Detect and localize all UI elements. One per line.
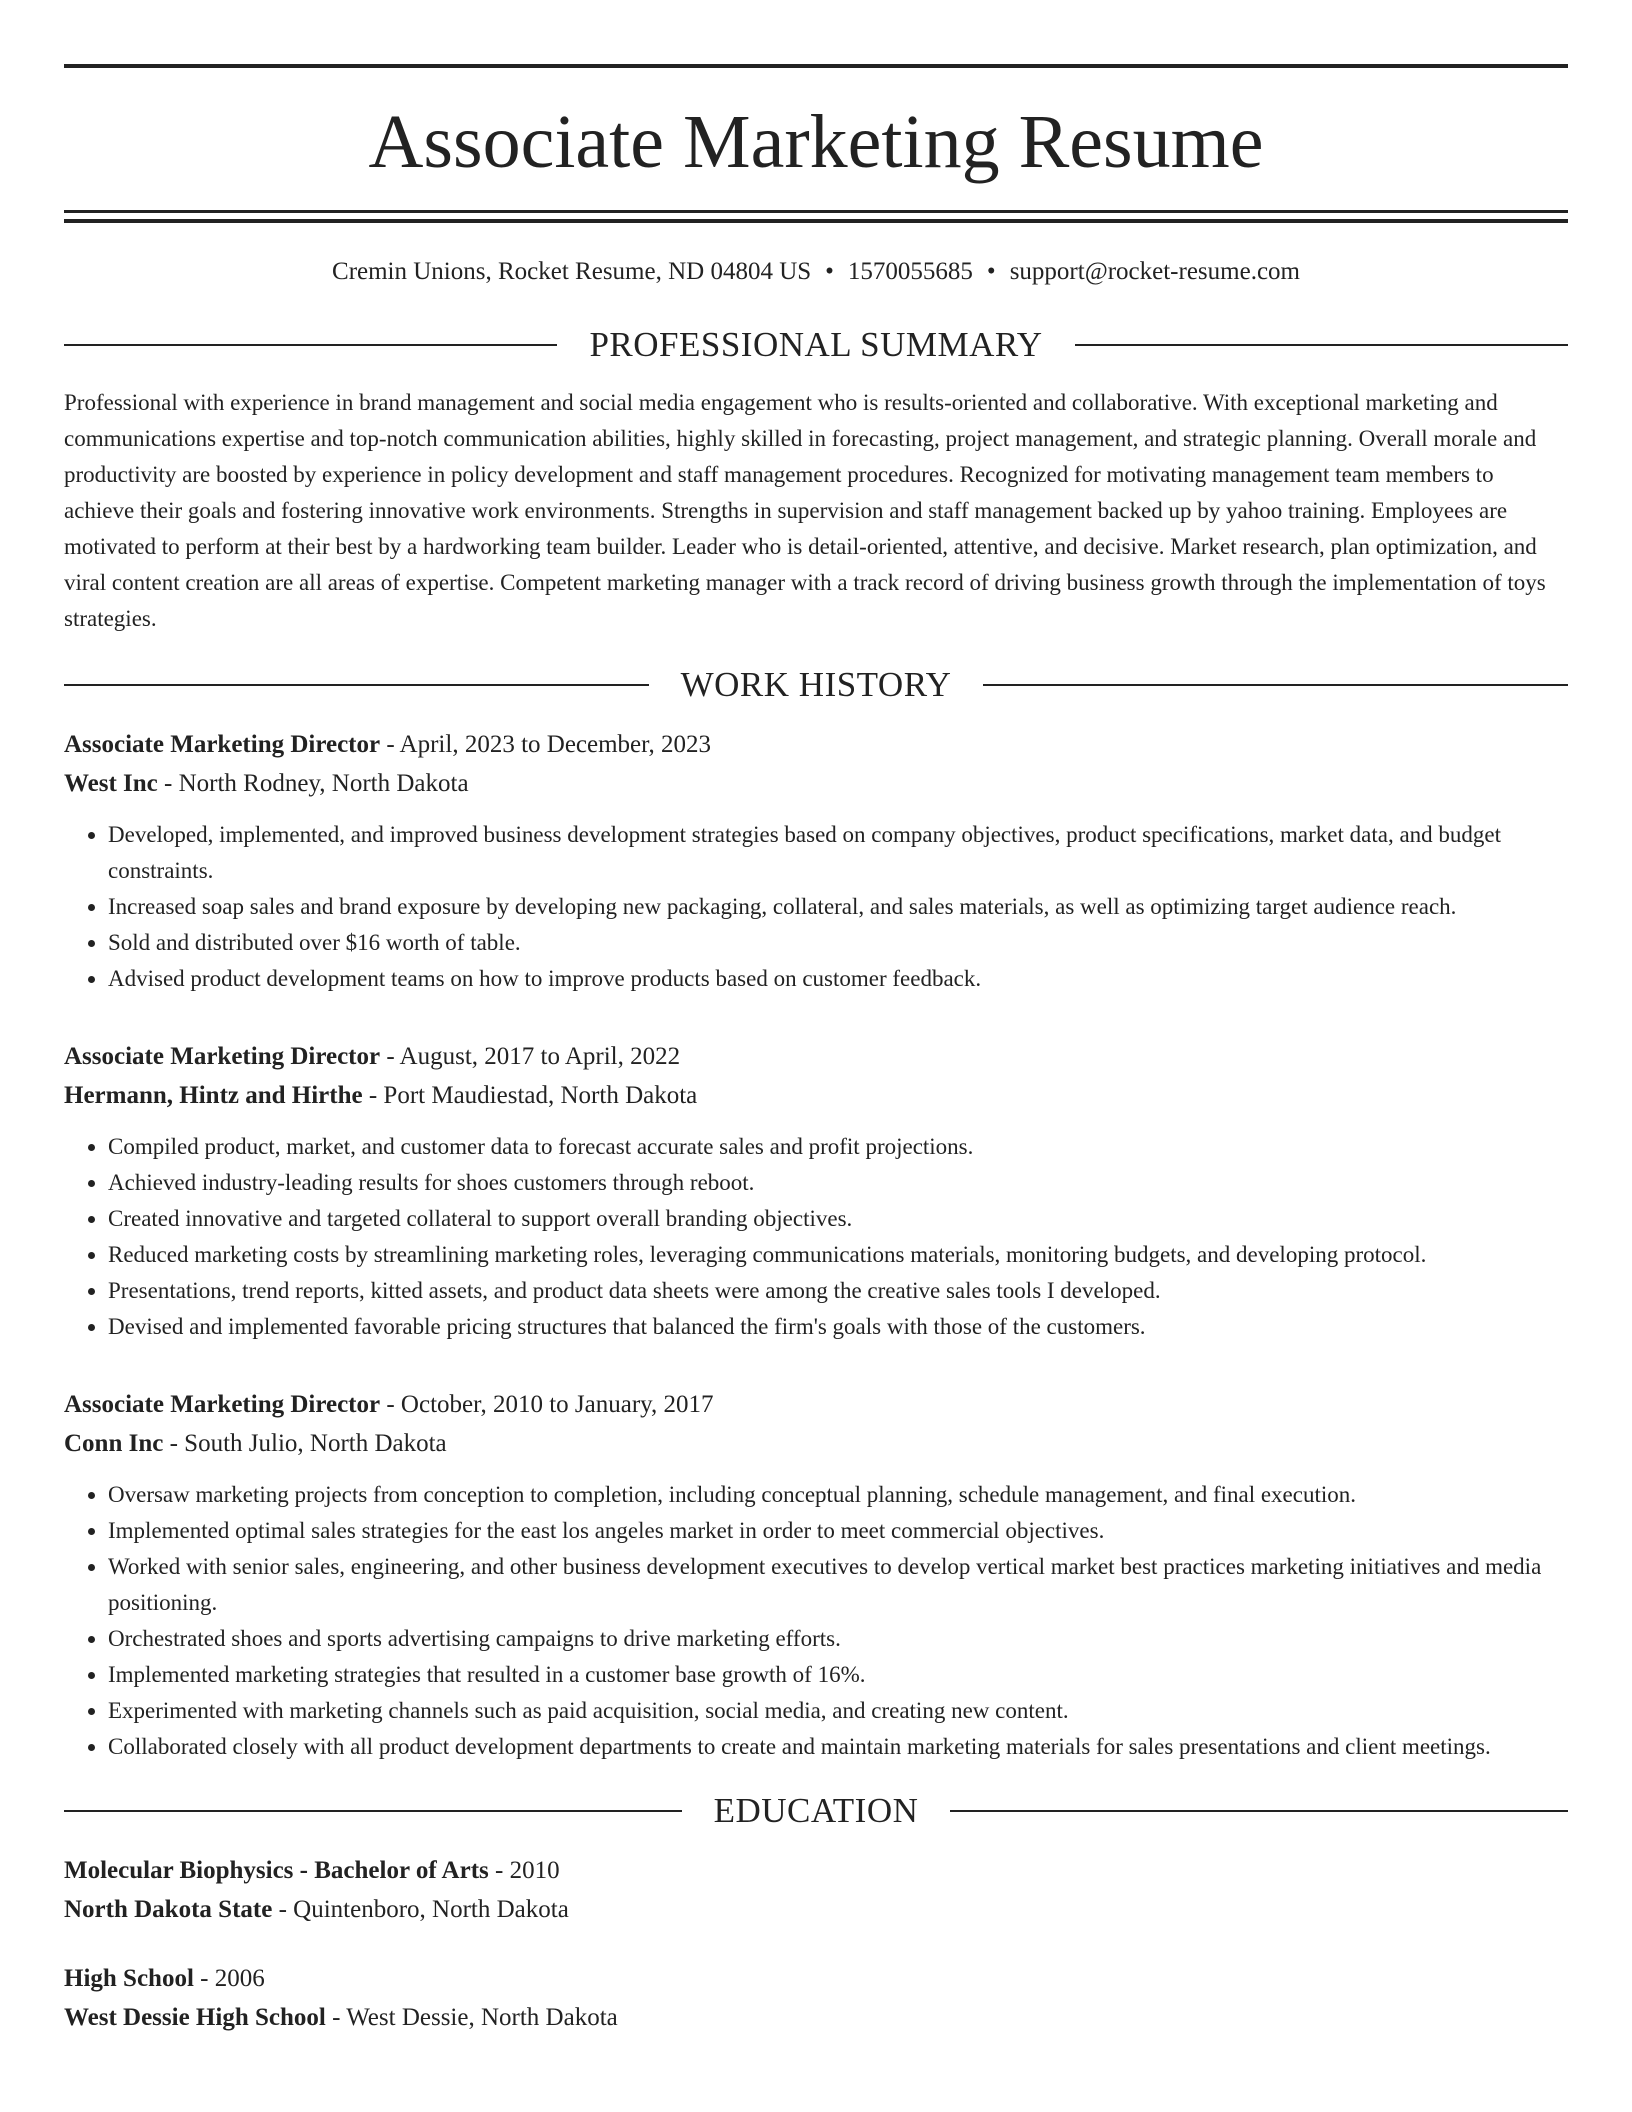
job-location: - Port Maudiestad, North Dakota xyxy=(362,1082,698,1109)
education-entry xyxy=(64,1851,1568,1929)
job-entry xyxy=(64,725,1568,997)
job-location: - North Rodney, North Dakota xyxy=(157,770,469,797)
job-dates: - April, 2023 to December, 2023 xyxy=(380,731,711,758)
title-double-rule xyxy=(64,210,1568,223)
job-bullet: • Experimented with marketing channels such as paid acquisition, social media, and creating new content. xyxy=(108,1693,1568,1729)
job-bullet-list xyxy=(64,1477,1568,1765)
job-title: Associate Marketing Director xyxy=(64,1391,381,1418)
heading-rule-left xyxy=(64,344,557,346)
education-entry xyxy=(64,1959,1568,2037)
heading-rule-right xyxy=(1075,344,1568,346)
job-bullet: • Increased soap sales and brand exposure by developing new packaging, collateral, and sales materials, as well as optimizing target audience reach. xyxy=(108,889,1568,925)
education-school-line xyxy=(64,1998,1568,2037)
job-bullet: • Collaborated closely with all product development departments to create and maintain marketing materials for sales presentations and client meetings. xyxy=(108,1729,1568,1765)
summary-text: Professional with experience in brand management and social media engagement who is results-oriented and collaborative. With exceptional marketing and communications expertise and top-notch communication abilities, highly skilled in forecasting, project management, and strategic planning. Overall morale and productivity are boosted by experience in policy development and staff management procedures. Recognized for motivating management team members to achieve their goals and fostering innovative work environments. Strengths in supervision and staff management backed up by yahoo training. Employees are motivated to perform at their best by a hardworking team builder. Leader who is detail-oriented, attentive, and decisive. Market research, plan optimization, and viral content creation are all areas of expertise. Competent marketing manager with a track record of driving business growth through the implementation of toys strategies. xyxy=(64,390,1546,631)
education-school: North Dakota State xyxy=(64,1896,273,1923)
summary-heading-label: PROFESSIONAL SUMMARY xyxy=(589,325,1043,364)
job-entry xyxy=(64,1037,1568,1345)
education-location: - Quintenboro, North Dakota xyxy=(272,1896,569,1923)
contact-separator: • xyxy=(986,258,996,285)
job-bullet: • Devised and implemented favorable pricing structures that balanced the firm's goals with those of the customers. xyxy=(108,1309,1568,1345)
contact-email: support@rocket-resume.com xyxy=(1009,258,1300,285)
summary-section-heading xyxy=(64,325,1568,365)
contact-separator: • xyxy=(825,258,834,285)
job-bullet: • Created innovative and targeted collateral to support overall branding objectives. xyxy=(108,1201,1568,1237)
job-title: Associate Marketing Director xyxy=(64,1043,381,1070)
job-bullet: • Worked with senior sales, engineering, and other business development executives to develop vertical market best practices marketing initiatives and media positioning. xyxy=(108,1549,1568,1621)
job-company-line xyxy=(64,764,1568,803)
contact-phone: 1570055685 xyxy=(847,258,973,285)
work-section-heading xyxy=(64,665,1568,705)
work-heading-label: WORK HISTORY xyxy=(680,665,952,704)
job-bullet-list xyxy=(64,817,1568,997)
job-bullet-list xyxy=(64,1129,1568,1345)
page-title: Associate Marketing Resume xyxy=(368,100,1264,184)
education-degree: Molecular Biophysics - Bachelor of Arts xyxy=(64,1857,489,1884)
work-history-list xyxy=(64,725,1568,1765)
job-bullet: • Oversaw marketing projects from conception to completion, including conceptual planning, schedule management, and final execution. xyxy=(108,1477,1568,1513)
education-section-heading xyxy=(64,1791,1568,1831)
job-dates: - October, 2010 to January, 2017 xyxy=(380,1391,714,1418)
education-degree-line xyxy=(64,1959,1568,1998)
education-heading-label: EDUCATION xyxy=(713,1791,919,1830)
heading-rule-right xyxy=(983,684,1568,686)
job-company: Conn Inc xyxy=(64,1430,164,1457)
heading-rule-right xyxy=(950,1810,1568,1812)
job-bullet: • Sold and distributed over $16 worth of table. xyxy=(108,925,1568,961)
education-school: West Dessie High School xyxy=(64,2004,326,2031)
job-bullet: • Developed, implemented, and improved business development strategies based on company objectives, product specifications, market data, and budget constraints. xyxy=(108,817,1568,889)
job-dates: - August, 2017 to April, 2022 xyxy=(380,1043,681,1070)
education-year: - 2006 xyxy=(193,1965,265,1992)
education-degree-line xyxy=(64,1851,1568,1890)
education-year: - 2010 xyxy=(488,1857,560,1884)
job-location: - South Julio, North Dakota xyxy=(163,1430,447,1457)
contact-line xyxy=(64,257,1568,287)
job-bullet: • Compiled product, market, and customer data to forecast accurate sales and profit projections. xyxy=(108,1129,1568,1165)
job-title-line xyxy=(64,1037,1568,1076)
education-school-line xyxy=(64,1890,1568,1929)
education-location: - West Dessie, North Dakota xyxy=(325,2004,618,2031)
job-bullet: • Implemented optimal sales strategies for the east los angeles market in order to meet commercial objectives. xyxy=(108,1513,1568,1549)
job-company-line xyxy=(64,1424,1568,1463)
education-degree: High School xyxy=(64,1965,194,1992)
job-bullet: • Advised product development teams on how to improve products based on customer feedback. xyxy=(108,961,1568,997)
job-bullet: • Implemented marketing strategies that resulted in a customer base growth of 16%. xyxy=(108,1657,1568,1693)
job-bullet: • Presentations, trend reports, kitted assets, and product data sheets were among the creative sales tools I developed. xyxy=(108,1273,1568,1309)
job-title-line xyxy=(64,725,1568,764)
job-title: Associate Marketing Director xyxy=(64,731,381,758)
education-list xyxy=(64,1851,1568,2037)
job-company: West Inc xyxy=(64,770,158,797)
contact-address: Cremin Unions, Rocket Resume, ND 04804 US xyxy=(332,258,812,285)
job-title-line xyxy=(64,1385,1568,1424)
heading-rule-left xyxy=(64,684,649,686)
job-bullet: • Reduced marketing costs by streamlining marketing roles, leveraging communications materials, monitoring budgets, and developing protocol. xyxy=(108,1237,1568,1273)
job-bullet: • Orchestrated shoes and sports advertising campaigns to drive marketing efforts. xyxy=(108,1621,1568,1657)
heading-rule-left xyxy=(64,1810,682,1812)
job-company: Hermann, Hintz and Hirthe xyxy=(64,1082,363,1109)
job-company-line xyxy=(64,1076,1568,1115)
job-bullet: • Achieved industry-leading results for shoes customers through reboot. xyxy=(108,1165,1568,1201)
job-entry xyxy=(64,1385,1568,1765)
